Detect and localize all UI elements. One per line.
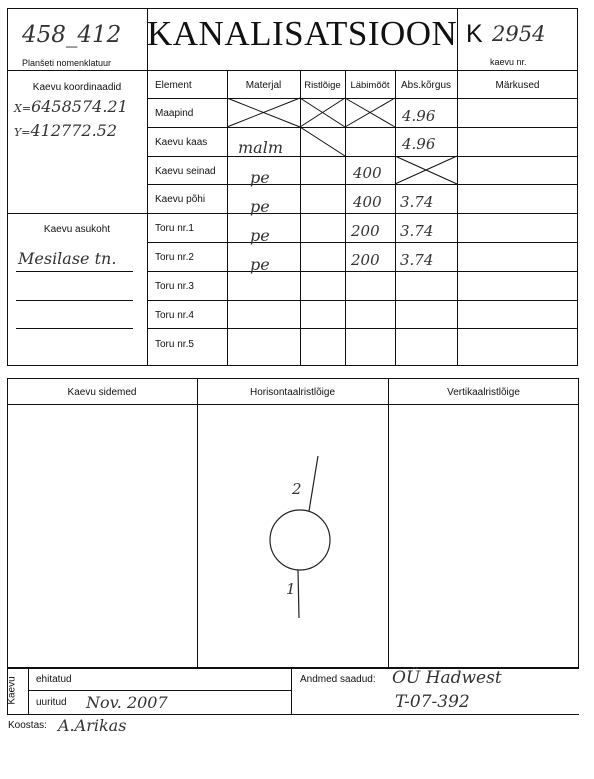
element-toru-2: Toru nr.2: [155, 252, 194, 263]
element-toru-4: Toru nr.4: [155, 310, 194, 321]
header-element: Element: [155, 80, 192, 91]
header-divider: [7, 70, 578, 71]
abs-toru-2: 3.74: [400, 251, 434, 269]
header-ristloige: Ristlõige: [304, 80, 341, 91]
coordinates-label: Kaevu koordinaadid: [32, 82, 122, 93]
measured-label: uuritud: [36, 697, 67, 708]
col-sep-labimoot: [345, 70, 346, 366]
abs-kaas: 4.96: [402, 135, 436, 153]
pipe-label-1: 1: [286, 580, 296, 598]
left-column-divider: [7, 213, 147, 214]
element-toru-3: Toru nr.3: [155, 281, 194, 292]
header-markused: Märkused: [495, 80, 540, 91]
row-sep-7: [147, 300, 578, 301]
materjal-pohi: pe: [250, 197, 270, 216]
data-source-reference: T-07-392: [395, 692, 470, 712]
footer-side-label: Kaevu: [6, 676, 18, 705]
pipe-label-2: 2: [292, 480, 302, 498]
coordinate-y-prefix: Y=: [14, 126, 31, 139]
row-sep-2: [147, 156, 578, 157]
row-sep-1: [147, 127, 578, 128]
col-sep-abs: [395, 70, 396, 366]
coordinate-y-value: 412772.52: [30, 121, 118, 140]
row-sep-3: [147, 184, 578, 185]
coordinate-x: [14, 97, 128, 116]
location-line-1: [16, 271, 133, 272]
col-sep-materjal: [227, 70, 228, 366]
drawing-header-divider: [7, 404, 579, 405]
location-line-3: [16, 328, 133, 329]
section-vertical-title: Vertikaalristlõige: [447, 387, 520, 398]
header-labimoot: Läbimõõt: [350, 80, 390, 91]
drawing-sep-2: [388, 378, 389, 668]
footer-side-sep: [28, 668, 29, 714]
author-value: A.Arikas: [58, 716, 127, 735]
data-source-label: Andmed saadud:: [300, 674, 376, 685]
drawing-frame: [7, 378, 579, 668]
materjal-toru-1: pe: [250, 226, 270, 245]
coordinate-y: [14, 121, 117, 140]
header-materjal: Materjal: [245, 80, 282, 91]
element-kaevu-pohi: Kaevu põhi: [155, 194, 206, 205]
abs-toru-1: 3.74: [400, 222, 434, 240]
col-sep-ristloige: [300, 70, 301, 366]
data-source-company: OÜ Hadwest: [392, 668, 502, 688]
footer-mid-sep: [291, 668, 292, 714]
row-sep-header: [147, 98, 578, 99]
labimoot-pohi: 400: [353, 193, 382, 211]
element-kaevu-kaas: Kaevu kaas: [155, 137, 208, 148]
location-line-2: [16, 300, 133, 301]
header-sep-right: [457, 8, 458, 70]
footer-mid-line: [28, 690, 291, 691]
labimoot-seinad: 400: [353, 164, 382, 182]
element-toru-5: Toru nr.5: [155, 339, 194, 350]
col-sep-markused: [457, 70, 458, 366]
form-title: KANALISATSIOON: [147, 14, 458, 53]
sheet-number: 458_412: [22, 22, 122, 48]
header-sep-left: [147, 8, 148, 366]
footer-bottom-line: [7, 714, 579, 715]
location-label: Kaevu asukoht: [43, 224, 111, 235]
abs-pohi: 3.74: [400, 193, 434, 211]
materjal-toru-2: pe: [250, 255, 270, 274]
header-abs: Abs.kõrgus: [400, 80, 452, 91]
well-number-label: kaevu nr.: [490, 57, 527, 67]
well-number-prefix: K: [466, 20, 483, 48]
location-value: Mesilase tn.: [18, 249, 117, 268]
sheet-number-label: Planšeti nomenklatuur: [22, 58, 112, 68]
row-sep-8: [147, 328, 578, 329]
drawing-sep-1: [197, 378, 198, 668]
author-label: Koostas:: [8, 720, 47, 731]
section-links-title: Kaevu sidemed: [67, 387, 137, 398]
row-sep-6: [147, 271, 578, 272]
section-horizontal-title: Horisontaalristlõige: [249, 387, 336, 398]
row-sep-5: [147, 242, 578, 243]
labimoot-toru-2: 200: [351, 251, 380, 269]
element-toru-1: Toru nr.1: [155, 223, 194, 234]
abs-maapind: 4.96: [402, 107, 436, 125]
coordinate-x-prefix: X=: [14, 102, 32, 115]
element-kaevu-seinad: Kaevu seinad: [155, 166, 216, 177]
element-maapind: Maapind: [155, 108, 194, 119]
measured-value: Nov. 2007: [86, 693, 168, 712]
built-label: ehitatud: [36, 674, 72, 685]
well-number: 2954: [492, 22, 546, 46]
materjal-kaas: malm: [238, 138, 283, 157]
materjal-seinad: pe: [250, 168, 270, 187]
row-sep-4: [147, 213, 578, 214]
coordinate-x-value: 6458574.21: [31, 97, 128, 116]
labimoot-toru-1: 200: [351, 222, 380, 240]
